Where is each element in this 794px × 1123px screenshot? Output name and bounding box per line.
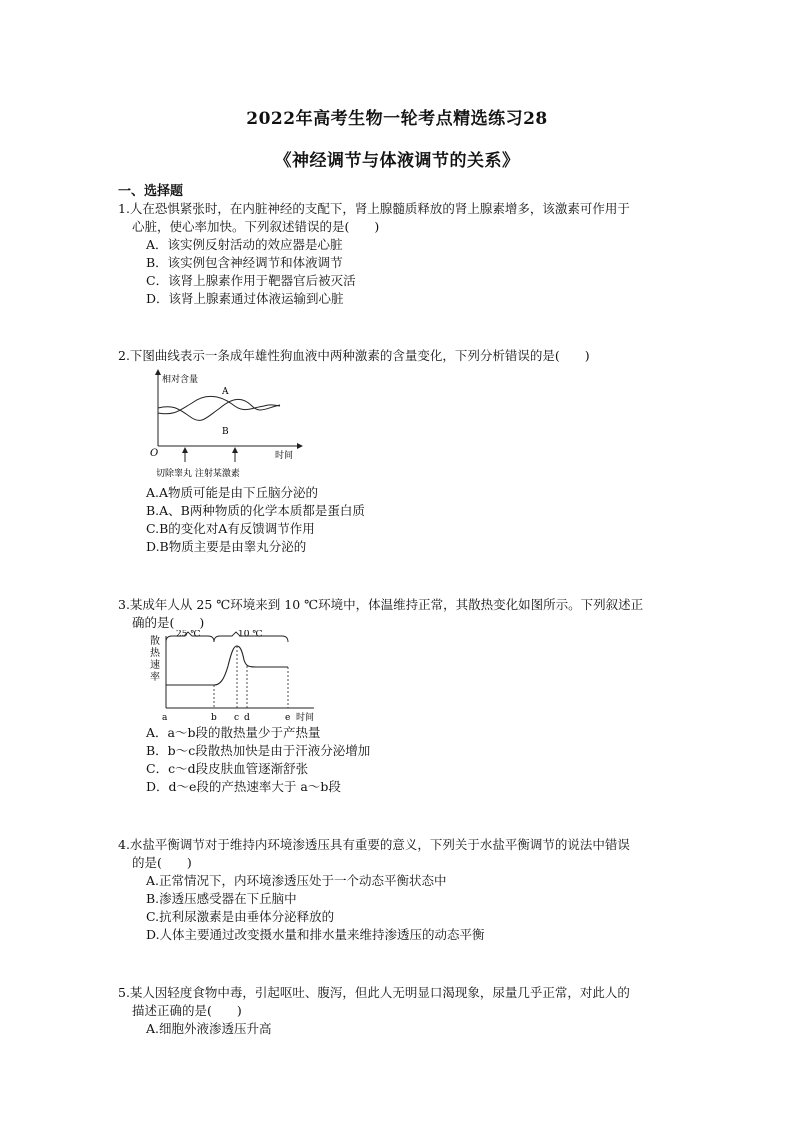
svg-text:速: 速 [150,660,160,671]
q3-xtick-b: b [211,713,217,723]
q1-option-c: C．该肾上腺素作用于靶器官后被灭活 [146,273,356,288]
svg-text:率: 率 [150,672,160,683]
q3-option-c: C．c～d段皮肤血管逐渐舒张 [146,761,309,776]
q2-caption: 切除睾丸 注射某激素 [156,469,240,479]
q2-hormone-curve-figure [140,368,310,482]
q1-stem-line1: 1.人在恐惧紧张时，在内脏神经的支配下，肾上腺髓质释放的肾上腺素增多，该激素可作用于 [118,201,630,216]
q4-stem-line2: 的是( ) [132,855,192,870]
q3-stem-line2: 确的是( ) [132,615,205,630]
q4-option-c: C.抗利尿激素是由垂体分泌释放的 [146,909,335,924]
q2-option-c: C.B的变化对A有反馈调节作用 [146,521,315,536]
q2-y-label: 相对含量 [162,375,199,385]
document-title: 2022年高考生物一轮考点精选练习28 [246,109,548,129]
q3-label-10: 10 ℃ [238,630,263,640]
q5-stem-line1: 5.某人因轻度食物中毒，引起呕吐、腹泻，但此人无明显口渴现象，尿量几乎正常，对此人的 [118,985,630,1000]
q2-option-d: D.B物质主要是由睾丸分泌的 [146,539,307,554]
svg-text:热: 热 [150,648,160,659]
q5-stem-line2: 描述正确的是( ) [132,1003,242,1018]
q3-option-d: D．d～e段的产热速率大于 a～b段 [146,779,341,794]
document-subtitle: 《神经调节与体液调节的关系》 [274,151,520,171]
q2-origin: O [150,448,159,459]
q3-y-label [150,634,161,683]
q2-option-b: B.A、B两种物质的化学本质都是蛋白质 [146,503,365,518]
q2-stem: 2.下图曲线表示一条成年雄性狗血液中两种激素的含量变化，下列分析错误的是( ) [118,348,590,363]
q2-curve-b [158,399,280,420]
q1-stem-line2: 心脏，使心率加快。下列叙述错误的是( ) [132,219,380,234]
q2-x-label: 时间 [275,451,294,461]
q2-curve-a-label: A [222,387,229,397]
q3-label-25: 25 ℃ [176,630,201,640]
q3-x-label: 时间 [296,713,315,723]
q4-option-b: B.渗透压感受器在下丘脑中 [146,891,297,906]
q3-heat-dissipation-figure [144,630,330,726]
q3-xtick-a: a [162,713,168,723]
q3-option-a: A．a～b段的散热量少于产热量 [146,725,321,740]
q4-stem-line1: 4.水盐平衡调节对于维持内环境渗透压具有重要的意义，下列关于水盐平衡调节的说法中错误 [118,837,630,852]
svg-text:散: 散 [150,636,160,647]
q4-option-d: D.人体主要通过改变摄水量和排水量来维持渗透压的动态平衡 [146,927,485,942]
section-heading: 一、选择题 [118,184,184,199]
q3-xtick-c: c [234,713,240,723]
q4-option-a: A.正常情况下，内环境渗透压处于一个动态平衡状态中 [146,873,447,888]
q2-curve-b-label: B [222,427,229,437]
q1-option-b: B．该实例包含神经调节和体液调节 [146,255,343,270]
q1-option-d: D．该肾上腺素通过体液运输到心脏 [146,291,344,306]
q2-option-a: A.A物质可能是由下丘脑分泌的 [146,485,319,500]
q2-curve-a [158,396,280,413]
q3-stem-line1: 3.某成年人从 25 ℃环境来到 10 ℃环境中，体温维持正常，其散热变化如图所示。下列叙述正 [118,597,644,612]
q3-option-b: B．b～c段散热加快是由于汗液分泌增加 [146,743,371,758]
q3-xtick-d: d [244,713,250,723]
q3-heat-curve [166,646,288,685]
q1-option-a: A．该实例反射活动的效应器是心脏 [146,237,343,252]
q3-xtick-e: e [285,713,291,723]
q5-option-a: A.细胞外液渗透压升高 [146,1021,272,1036]
